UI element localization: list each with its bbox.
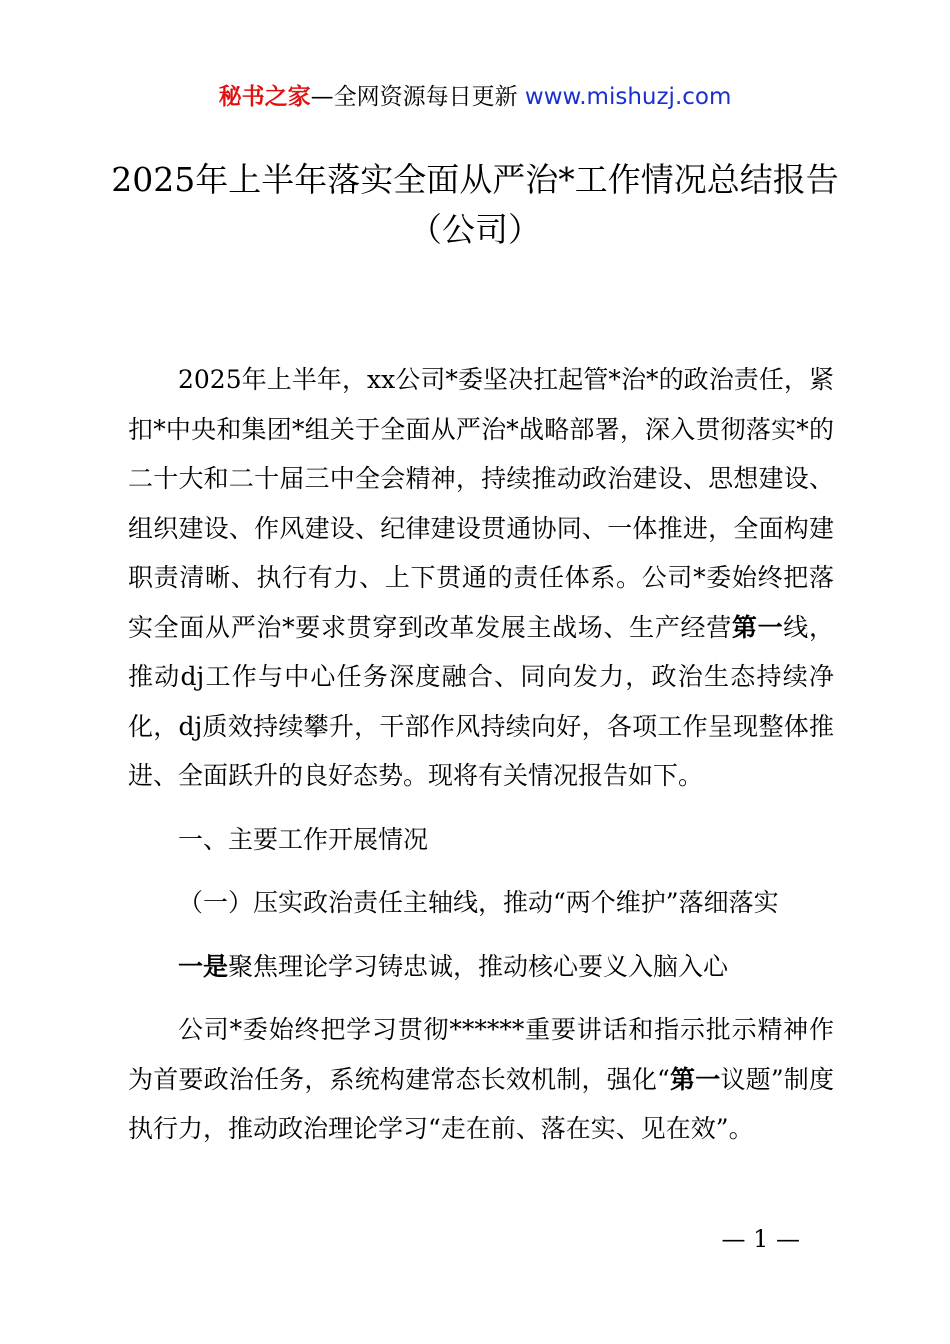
point-text: 聚焦理论学习铸忠诚，推动核心要义入脑入心 bbox=[228, 951, 729, 981]
point-label: 一是 bbox=[178, 951, 229, 981]
header-brand: 秘书之家 bbox=[218, 84, 311, 110]
body-paragraph bbox=[128, 1005, 834, 1154]
page-number: — 1 — bbox=[721, 1225, 800, 1253]
site-header bbox=[0, 80, 950, 114]
intro-text-part1: 2025年上半年，xx公司*委坚决扛起管*治*的政治责任，紧扣*中央和集团*组关于全面从严治*战略部署，深入贯彻落实*的二十大和二十届三中全会精神，持续推动政治建设、思想建设、组织建设、作风建设、纪律建设贯通协同、一体推进，全面构建职责清晰、执行有力、上下贯通的责任体系。公司*委始终把落实全面从严治*要求贯穿到改革发展主战场、生产经营 bbox=[128, 365, 834, 642]
section-heading: 一、主要工作开展情况 bbox=[178, 824, 429, 854]
body-bold-text: 第一 bbox=[669, 1064, 721, 1094]
point-heading bbox=[128, 942, 834, 992]
document-body bbox=[128, 355, 834, 1154]
intro-bold-text: 第一 bbox=[731, 612, 784, 642]
intro-paragraph bbox=[128, 355, 834, 801]
body-text-part2: 议题”制度执行力，推动政治理论学习“走在前、落在实、见在效”。 bbox=[128, 1064, 834, 1143]
intro-text-part2: 线，推动dj工作与中心任务深度融合、同向发力，政治生态持续净化，dj质效持续攀升，干部作风持续向好，各项工作呈现整体推进、全面跃升的良好态势。现将有关情况报告如下。 bbox=[128, 612, 834, 790]
header-tagline: —全网资源每日更新 bbox=[310, 84, 525, 110]
body-text-part1: 公司*委始终把学习贯彻******重要讲话和指示批示精神作为首要政治任务，系统构建常态长效机制，强化“ bbox=[128, 1015, 834, 1094]
subsection-heading: （一）压实政治责任主轴线，推动“两个维护”落细落实 bbox=[178, 888, 779, 917]
document-title: 2025年上半年落实全面从严治*工作情况总结报告（公司） bbox=[111, 160, 839, 249]
header-site-url[interactable]: www.mishuzj.com bbox=[524, 84, 732, 110]
